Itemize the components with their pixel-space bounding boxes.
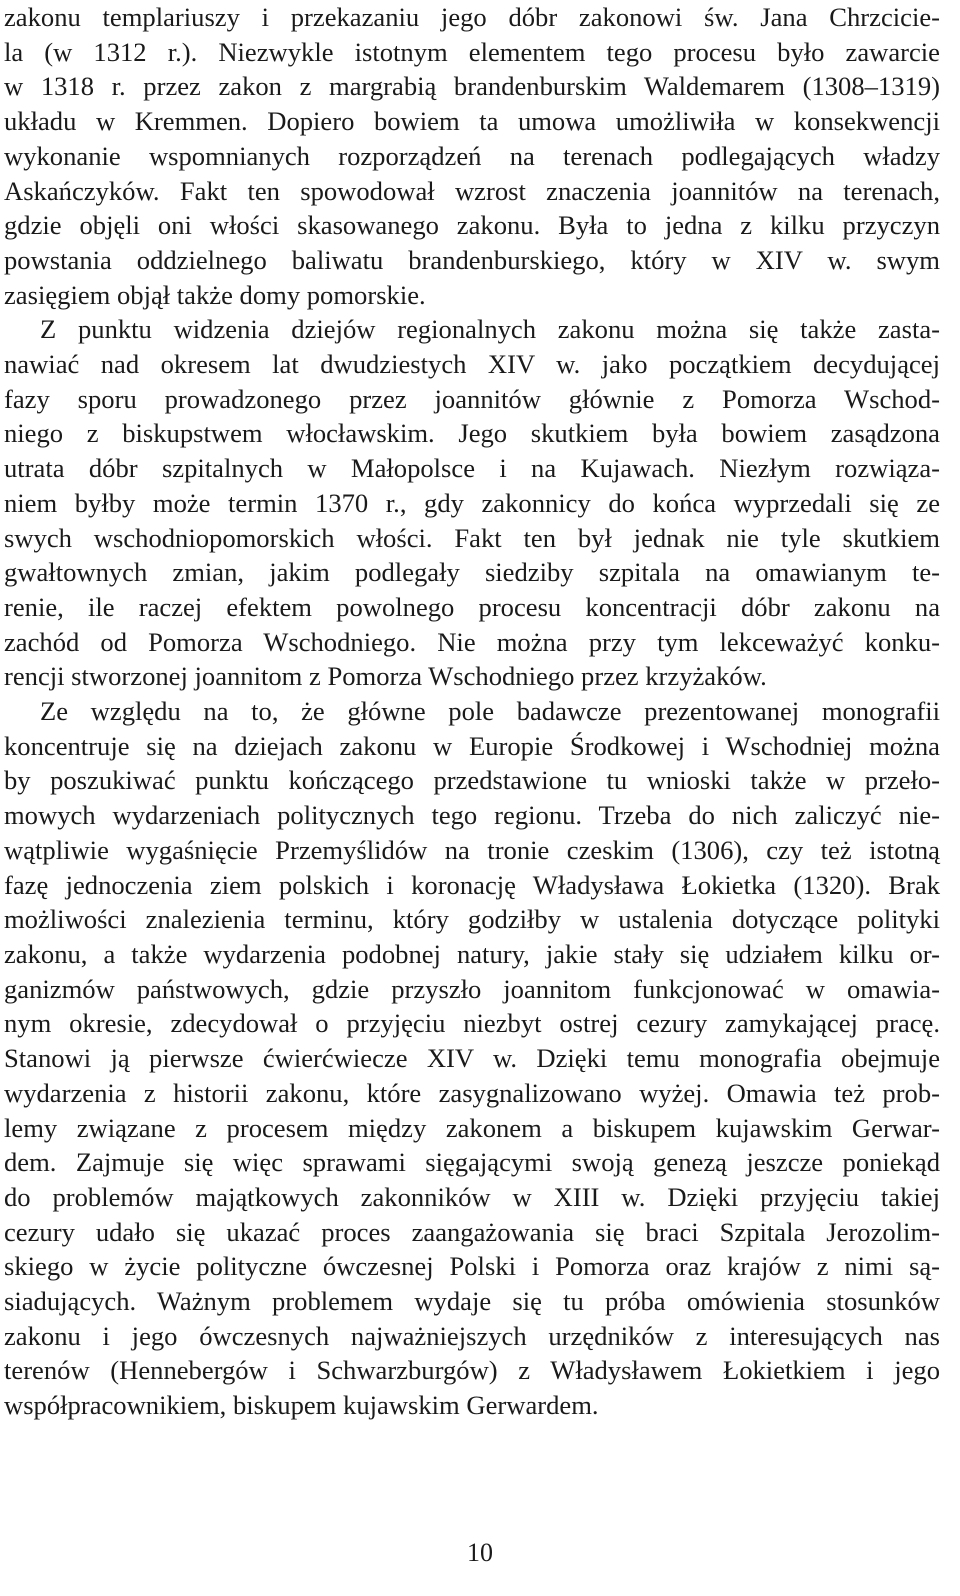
text-line: rencji stworzonej joannitom z Pomorza Wschodniego przez krzyżaków. — [4, 661, 767, 692]
text-line: powstania oddzielnego baliwatu brandenburskiego, który w XIV w. swym — [4, 244, 940, 275]
text-line: Stanowi ją pierwsze ćwierćwiecze XIV w. Dzięki temu monografia obejmuje — [4, 1043, 940, 1074]
page-number: 10 — [467, 1538, 493, 1567]
text-line: gdzie objęli oni włości skasowanego zakonu. Była to jedna z kilku przyczyn — [4, 210, 940, 241]
text-line: gwałtownych zmian, jakim podlegały siedziby szpitala na omawianym te- — [4, 557, 940, 588]
text-line: zasięgiem objął także domy pomorskie. — [4, 279, 426, 310]
text-line: fazę jednoczenia ziem polskich i koronację Władysława Łokietka (1320). Brak — [4, 869, 940, 900]
text-line: cezury udało się ukazać proces zaangażowania się braci Szpitala Jerozolim- — [4, 1216, 940, 1247]
body-text — [4, 0, 940, 1423]
text-line: wykonanie wspomnianych rozporządzeń na terenach podlegających władzy — [4, 140, 940, 171]
text-line: możliwości znalezienia terminu, który godziłby w ustalenia dotyczące polityki — [4, 904, 940, 935]
text-line: Askańczyków. Fakt ten spowodował wzrost znaczenia joannitów na terenach, — [4, 175, 940, 206]
text-line: swych wschodniopomorskich włości. Fakt ten był jednak nie tyle skutkiem — [4, 522, 940, 553]
text-line: utrata dóbr szpitalnych w Małopolsce i na Kujawach. Niezłym rozwiąza- — [4, 453, 940, 484]
text-line: współpracownikiem, biskupem kujawskim Gerwardem. — [4, 1390, 599, 1421]
text-line: Ze względu na to, że główne pole badawcze prezentowanej monografii — [40, 696, 940, 727]
text-line: Z punktu widzenia dziejów regionalnych zakonu można się także zasta- — [40, 314, 940, 345]
text-line: la (w 1312 r.). Niezwykle istotnym elementem tego procesu było zawarcie — [4, 36, 940, 67]
text-line: lemy związane z procesem między zakonem a biskupem kujawskim Gerwar- — [4, 1112, 940, 1143]
text-line: siadujących. Ważnym problemem wydaje się tu próba omówienia stosunków — [4, 1286, 940, 1317]
text-line: by poszukiwać punktu kończącego przedstawione tu wnioski także w przeło- — [4, 765, 940, 796]
text-line: koncentruje się na dziejach zakonu w Europie Środkowej i Wschodniej można — [4, 730, 940, 761]
text-line: zakonu i jego ówczesnych najważniejszych urzędników z interesujących nas — [4, 1320, 940, 1351]
text-line: mowych wydarzeniach politycznych tego regionu. Trzeba do nich zaliczyć nie- — [4, 800, 940, 831]
text-line: układu w Kremmen. Dopiero bowiem ta umowa umożliwiła w konsekwencji — [4, 106, 940, 137]
text-line: zakonu templariuszy i przekazaniu jego dóbr zakonowi św. Jana Chrzcicie- — [4, 2, 940, 32]
text-line: nym okresie, zdecydował o przyjęciu niezbyt ostrej cezury zamykającej pracę. — [4, 1008, 940, 1039]
text-line: niem byłby może termin 1370 r., gdy zakonnicy do końca wyprzedali się ze — [4, 487, 940, 518]
text-line: w 1318 r. przez zakon z margrabią brandenburskim Waldemarem (1308–1319) — [4, 71, 940, 102]
text-line: ganizmów państwowych, gdzie przyszło joannitom funkcjonować w omawia- — [4, 973, 940, 1004]
text-line: wątpliwie wygaśnięcie Przemyślidów na tronie czeskim (1306), czy też istotną — [4, 834, 940, 865]
text-line: nawiać nad okresem lat dwudziestych XIV w. jako początkiem decydującej — [4, 349, 940, 380]
text-line: zachód od Pomorza Wschodniego. Nie można przy tym lekceważyć konku- — [4, 626, 940, 657]
text-line: dem. Zajmuje się więc sprawami sięgającymi swoją genezą jeszcze poniekąd — [4, 1147, 940, 1178]
text-line: terenów (Hennebergów i Schwarzburgów) z Władysławem Łokietkiem i jego — [4, 1355, 940, 1386]
text-line: skiego w życie polityczne ówczesnej Polski i Pomorza oraz krajów z nimi są- — [4, 1251, 940, 1282]
text-line: wydarzenia z historii zakonu, które zasygnalizowano wyżej. Omawia też prob- — [4, 1077, 940, 1108]
text-line: niego z biskupstwem włocławskim. Jego skutkiem była bowiem zasądzona — [4, 418, 940, 449]
text-line: renie, ile raczej efektem powolnego procesu koncentracji dóbr zakonu na — [4, 591, 940, 622]
text-line: zakonu, a także wydarzenia podobnej natury, jakie stały się udziałem kilku or- — [4, 938, 940, 969]
text-line: fazy sporu prowadzonego przez joannitów głównie z Pomorza Wschod- — [4, 383, 940, 414]
text-line: do problemów majątkowych zakonników w XIII w. Dzięki przyjęciu takiej — [4, 1181, 940, 1212]
